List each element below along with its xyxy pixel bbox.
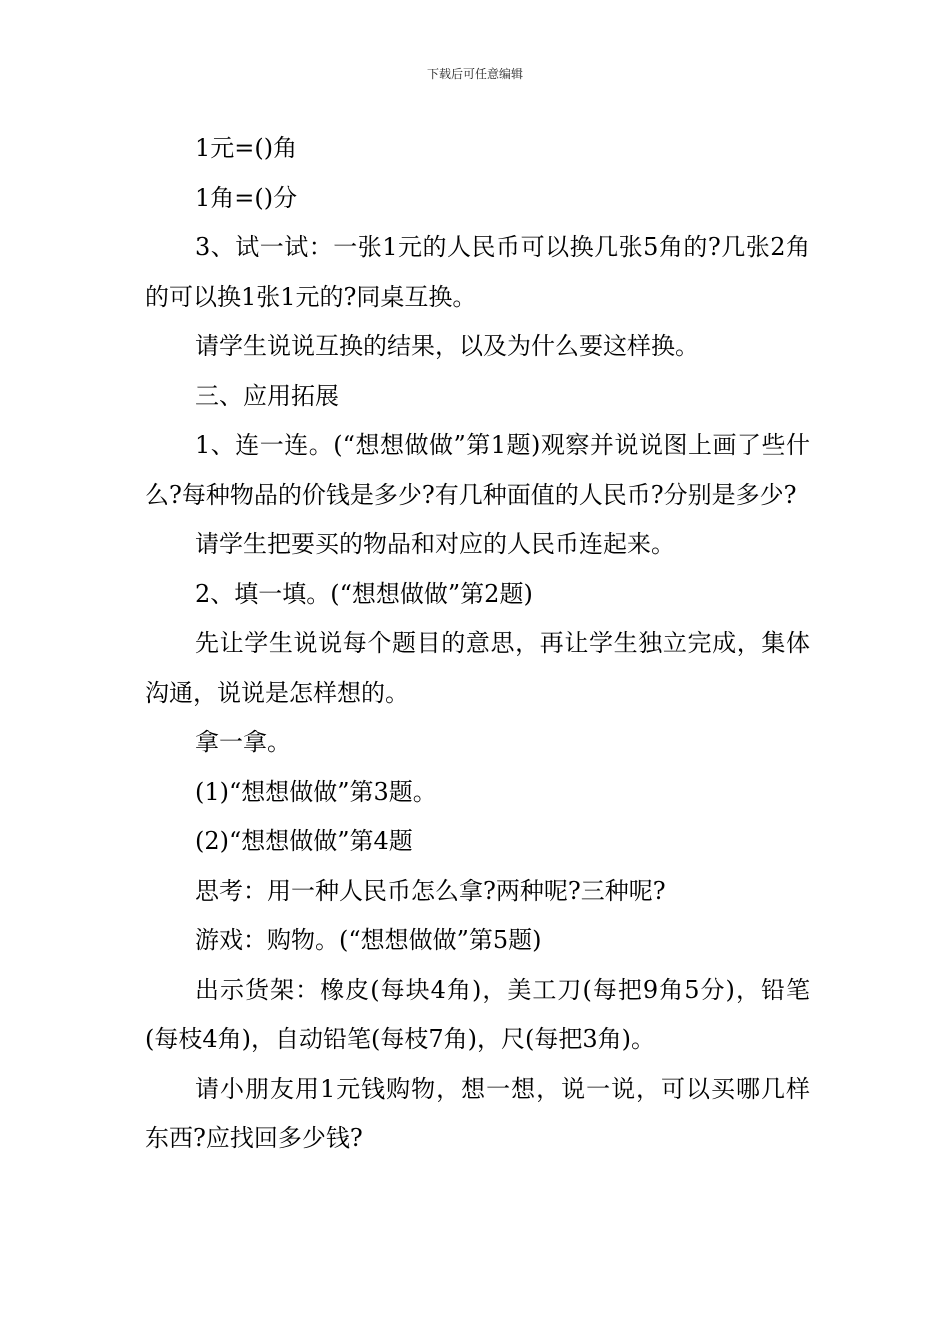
paragraph-take-item-1: (1)“想想做做”第3题。 — [195, 777, 437, 806]
paragraph-shelf-items: 出示货架：橡皮(每块4角)，美工刀(每把9角5分)，铅笔(每枝4角)，自动铅笔(每枝7角)，尺(每把3角)。 — [145, 975, 810, 1053]
paragraph-fill-instruction: 先让学生说说每个题目的意思，再让学生独立完成，集体沟通，说说是怎样想的。 — [145, 629, 810, 707]
paragraph-exchange-result: 请学生说说互换的结果，以及为什么要这样换。 — [195, 332, 699, 360]
paragraph-rmb-yuan-jiao: 1元=()角 — [195, 134, 298, 162]
paragraph-try-exchange: 3、试一试：一张1元的人民币可以换几张5角的?几张2角的可以换1张1元的?同桌互换。 — [145, 233, 810, 311]
paragraph-take-heading: 拿一拿。 — [195, 728, 291, 756]
paragraph-connect-exercise: 1、连一连。(“想想做做”第1题)观察并说说图上画了些什么?每种物品的价钱是多少?有几种面值的人民币?分别是多少? — [145, 431, 810, 509]
paragraph-game-shopping: 游戏：购物。(“想想做做”第5题) — [195, 926, 542, 954]
paragraph-rmb-jiao-fen: 1角=()分 — [195, 183, 298, 212]
paragraph-think: 思考：用一种人民币怎么拿?两种呢?三种呢? — [195, 876, 666, 905]
paragraph-fill-exercise: 2、填一填。(“想想做做”第2题) — [195, 579, 533, 608]
paragraph-shopping-task: 请小朋友用1元钱购物，想一想，说一说，可以买哪几样东西?应找回多少钱? — [145, 1074, 810, 1152]
document-body — [145, 124, 810, 1164]
page-header: 下载后可任意编辑 — [426, 67, 523, 81]
section-heading-application: 三、应用拓展 — [195, 381, 339, 410]
paragraph-take-item-2: (2)“想想做做”第4题 — [195, 827, 413, 855]
paragraph-connect-instruction: 请学生把要买的物品和对应的人民币连起来。 — [195, 530, 675, 558]
